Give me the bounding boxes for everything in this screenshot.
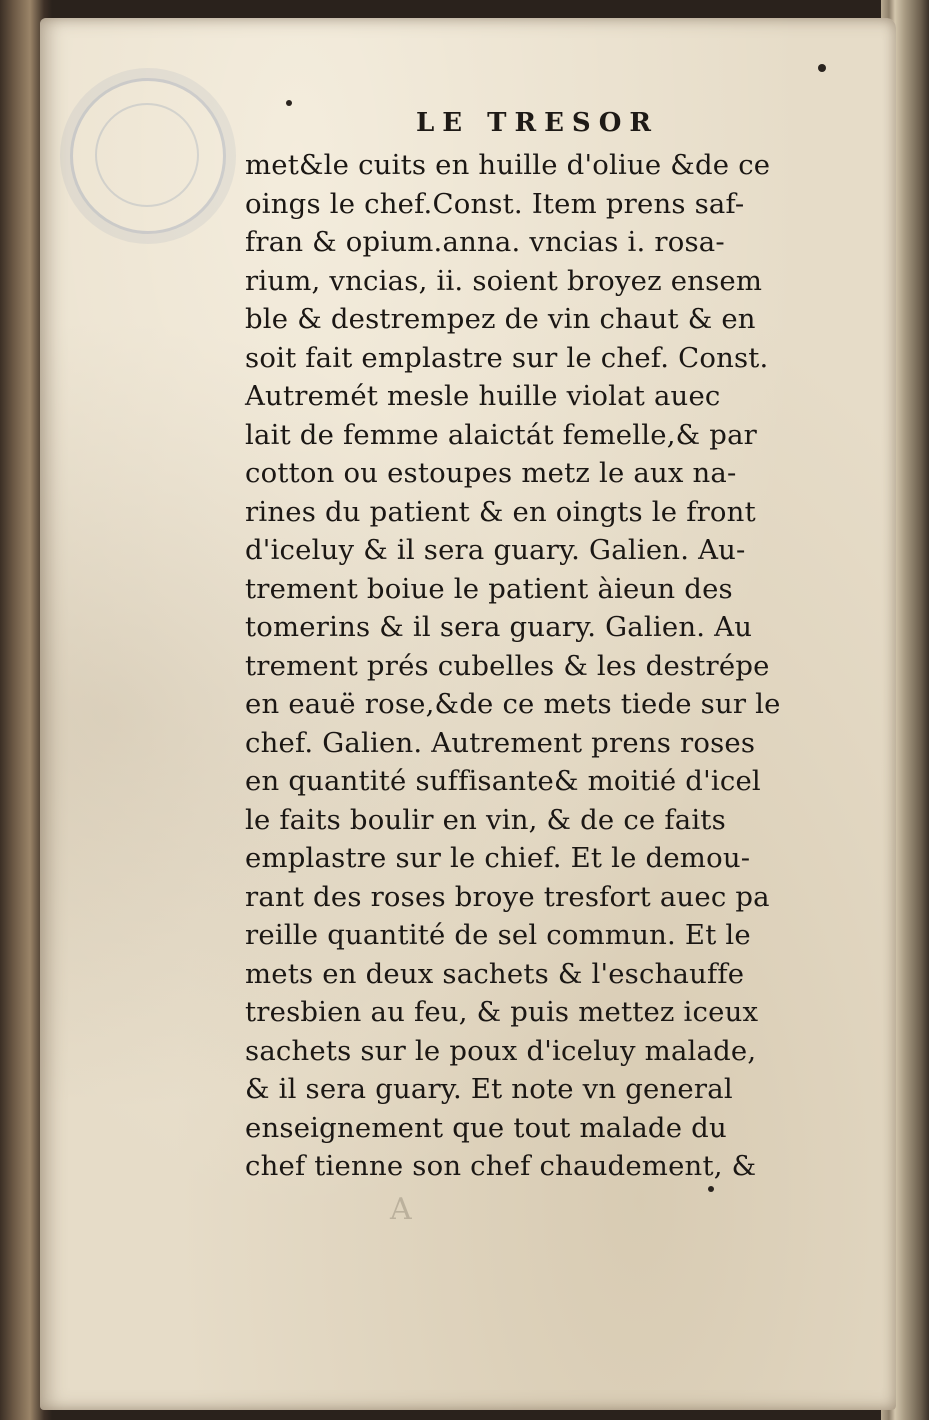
library-stamp (70, 78, 226, 234)
text-line: le faits boulir en vin, & de ce faits (245, 803, 726, 836)
text-line: emplastre sur le chief. Et le demou- (245, 842, 751, 874)
ink-spot (286, 100, 292, 106)
text-line: chef tienne son chef chaudement, & (245, 1150, 757, 1182)
running-head: LE TRESOR (416, 108, 659, 138)
text-line: rant des roses broye tresfort auec pa (245, 880, 770, 913)
text-line: reille quantité de sel commun. Et le (245, 919, 751, 951)
text-line: chef. Galien. Autrement prens roses (245, 726, 756, 759)
text-line: trement prés cubelles & les destrépe (245, 649, 770, 682)
text-line: tresbien au feu, & puis mettez iceux (245, 996, 759, 1028)
text-line: lait de femme alaictát femelle,& par (245, 418, 758, 451)
text-line: soit fait emplastre sur le chef. Const. (245, 341, 769, 374)
text-line: mets en deux sachets & l'eschauffe (245, 957, 745, 990)
text-line: Autremét mesle huille violat auec (245, 380, 721, 412)
text-line: rium, vncias, ii. soient broyez ensem (245, 264, 763, 297)
text-line: enseignement que tout malade du (245, 1111, 727, 1144)
body-text (245, 146, 855, 1186)
ink-spot (708, 1186, 714, 1192)
library-stamp-inner-ring (95, 103, 199, 207)
text-line: & il sera guary. Et note vn general (245, 1073, 733, 1105)
text-line: cotton ou estoupes metz le aux na- (245, 457, 737, 489)
text-line: oings le chef.Const. Item prens saf- (245, 187, 745, 220)
text-line: en quantité suffisante& moitié d'icel (245, 765, 761, 797)
text-line: d'iceluy & il sera guary. Galien. Au- (245, 534, 746, 566)
ink-spot (818, 64, 826, 72)
text-line: tomerins & il sera guary. Galien. Au (245, 611, 753, 643)
text-line: met&le cuits en huille d'oliue &de ce (245, 149, 771, 181)
text-line: sachets sur le poux d'iceluy malade, (245, 1034, 757, 1067)
text-line: fran & opium.anna. vncias i. rosa- (245, 226, 725, 258)
text-line: trement boiue le patient àieun des (245, 572, 733, 605)
text-line: rines du patient & en oingts le front (245, 495, 756, 528)
text-line: en eauë rose,&de ce mets tiede sur le (245, 688, 781, 720)
signature-mark: A (390, 1192, 412, 1227)
text-line: ble & destrempez de vin chaut & en (245, 303, 756, 335)
